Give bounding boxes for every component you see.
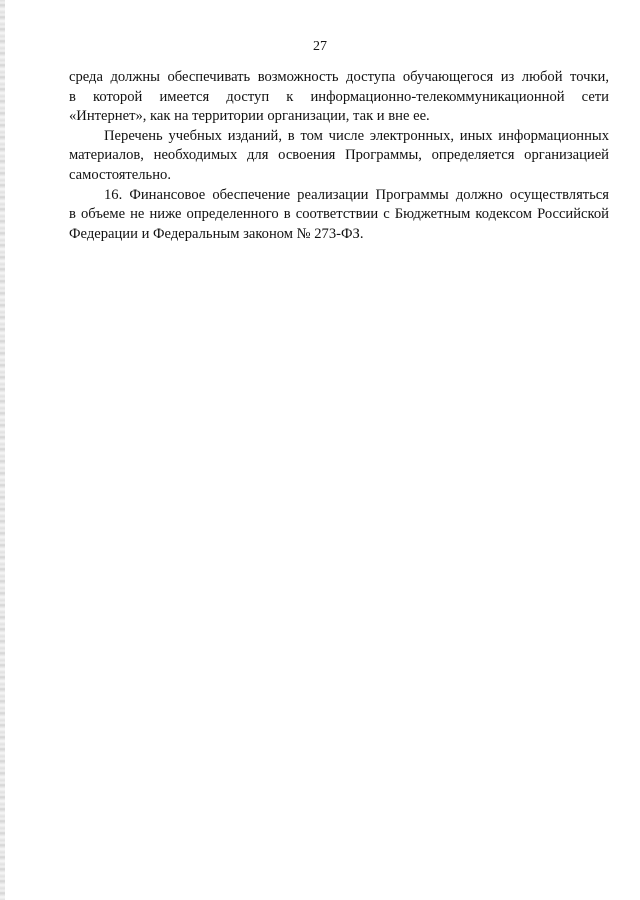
document-body — [69, 68, 609, 244]
text-line: Федерации и Федеральным законом № 273-ФЗ. — [69, 225, 364, 242]
text-line: «Интернет», как на территории организации, так и вне ее. — [69, 108, 430, 125]
page-number: 27 — [313, 39, 327, 54]
paragraph-access — [69, 68, 609, 127]
text-line: среда должны обеспечивать возможность доступа обучающегося из любой точки, — [69, 69, 609, 85]
text-line: в которой имеется доступ к информационно-телекоммуникационной сети — [69, 88, 609, 105]
text-line: самостоятельно. — [69, 166, 171, 183]
text-line: Перечень учебных изданий, в том числе электронных, иных информационных — [104, 127, 609, 144]
text-line: материалов, необходимых для освоения Программы, определяется организацией — [69, 147, 609, 164]
paragraph-materials — [69, 127, 609, 186]
scan-edge — [0, 0, 5, 900]
text-line: 16. Финансовое обеспечение реализации Программы должно осуществляться — [104, 186, 609, 203]
text-line: в объеме не ниже определенного в соответствии с Бюджетным кодексом Российской — [69, 206, 609, 223]
paragraph-financing — [69, 186, 609, 245]
